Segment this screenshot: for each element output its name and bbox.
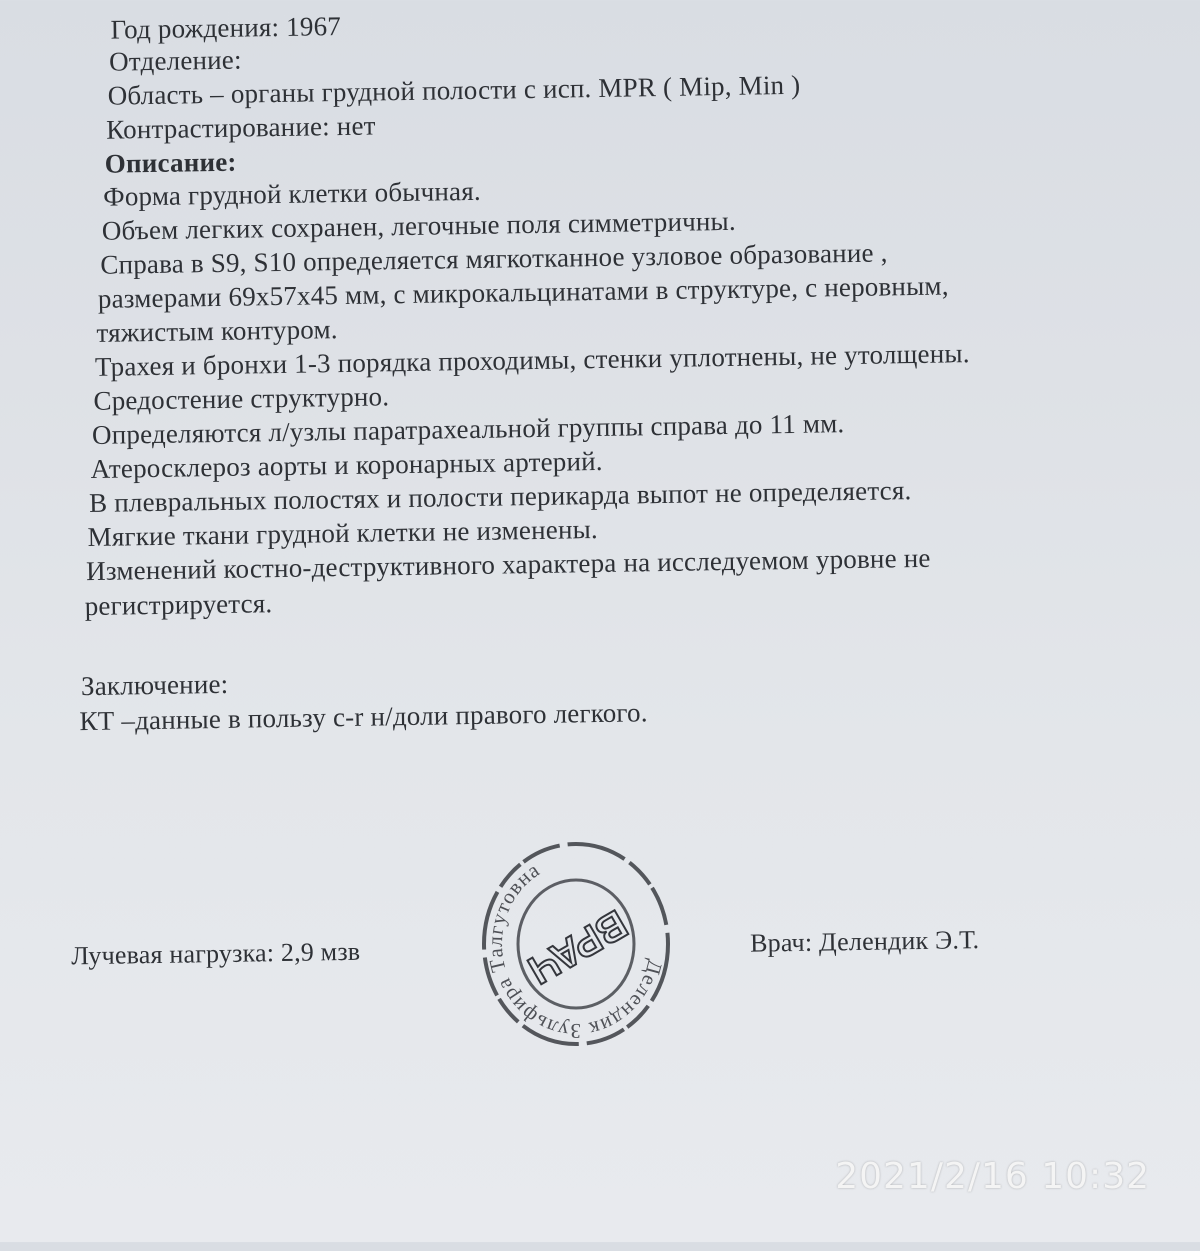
photo-timestamp: 2021/2/16 10:32 <box>835 1156 1150 1197</box>
description-line: Определяются л/узлы паратрахеальной группы справа до 11 мм. <box>91 408 845 450</box>
stamp-ring-text: Делендик Зульфира Талгутовна <box>482 857 668 1044</box>
description-heading: Описание: <box>104 146 237 179</box>
department-line: Отделение: <box>108 44 242 77</box>
description-line: Справа в S9, S10 определяется мягкотканное узловое образование , <box>100 237 888 280</box>
contrast-line: Контрастирование: нет <box>106 110 376 145</box>
doctor-signature-line: Врач: Делендик Э.Т. <box>749 925 980 958</box>
doctor-stamp <box>478 838 674 1050</box>
description-line: размерами 69x57x45 мм, с микрокальцинатами в структуре, с неровным, <box>97 270 949 314</box>
description-line: Средостение структурно. <box>93 381 390 416</box>
description-line: Изменений костно-деструктивного характера на исследуемом уровне не <box>85 542 931 587</box>
conclusion-heading: Заключение: <box>80 668 229 702</box>
description-line: Мягкие ткани грудной клетки не изменены. <box>87 514 599 553</box>
conclusion-text: КТ –данные в пользу с-r н/доли правого легкого. <box>79 697 648 737</box>
radiation-dose: Лучевая нагрузка: 2,9 мзв <box>70 936 361 971</box>
region-line: Область – органы грудной полости с исп. MPR ( Mip, Min ) <box>107 69 801 111</box>
description-line: Объем легких сохранен, легочные поля симметричны. <box>101 205 737 246</box>
stamp-center-text: ВРАЧ <box>520 901 635 993</box>
description-line: тяжистым контуром. <box>96 314 338 348</box>
description-line: Трахея и бронхи 1-3 порядка проходимы, стенки уплотнены, не утолщены. <box>94 338 970 382</box>
description-line: Форма грудной клетки обычная. <box>103 175 481 212</box>
birth-year-line: Год рождения: 1967 <box>110 10 342 45</box>
description-line: В плевральных полостях и полости перикарда выпот не определяется. <box>88 475 912 519</box>
description-line: Атеросклероз аорты и коронарных артерий. <box>90 445 603 484</box>
description-line: регистрируется. <box>84 588 273 622</box>
